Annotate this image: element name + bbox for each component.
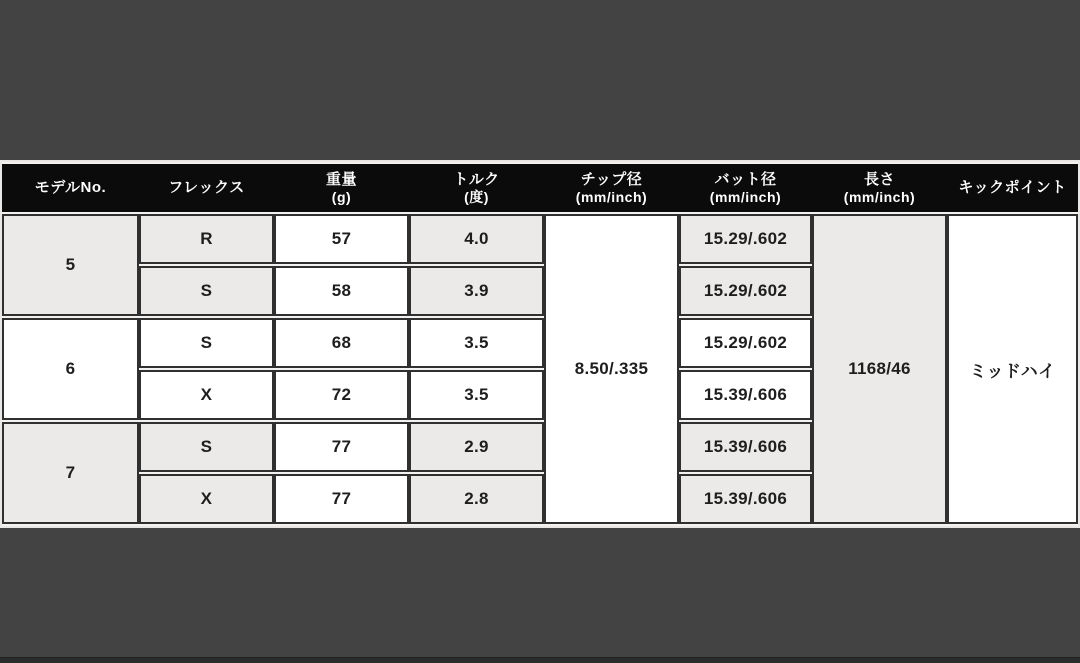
col-header-label: バット径 (714, 170, 777, 188)
cell-weight: 77 (274, 474, 409, 524)
table-row (2, 214, 1078, 264)
col-header-label: キックポイント (958, 179, 1067, 196)
col-header-flex (139, 164, 274, 212)
bottom-strip (0, 658, 1080, 663)
col-header-tip-diameter (544, 164, 679, 212)
cell-butt-diameter: 15.39/.606 (679, 474, 812, 524)
shaft-spec-table (2, 162, 1078, 526)
col-header-unit: (mm/inch) (843, 188, 916, 205)
cell-butt-diameter: 15.29/.602 (679, 266, 812, 316)
cell-torque: 2.8 (409, 474, 544, 524)
col-header-label: フレックス (168, 179, 245, 196)
cell-weight: 58 (274, 266, 409, 316)
cell-model-no: 7 (2, 422, 139, 524)
spec-table-header (2, 164, 1078, 212)
col-header-label: 重量 (325, 170, 357, 188)
col-header-torque (409, 164, 544, 212)
col-header-unit: (mm/inch) (575, 188, 648, 205)
col-header-label: モデルNo. (34, 179, 107, 196)
cell-length: 1168/46 (812, 214, 947, 524)
cell-torque: 3.5 (409, 370, 544, 420)
cell-flex: S (139, 266, 274, 316)
col-header-label: 長さ (863, 170, 895, 188)
spec-table-container (0, 160, 1080, 528)
cell-weight: 72 (274, 370, 409, 420)
col-header-unit: (g) (331, 188, 352, 205)
cell-flex: R (139, 214, 274, 264)
cell-flex: X (139, 370, 274, 420)
cell-kick-point: ミッドハイ (947, 214, 1078, 524)
cell-weight: 68 (274, 318, 409, 368)
cell-flex: S (139, 422, 274, 472)
spec-table-body (2, 214, 1078, 524)
col-header-unit: (度) (464, 188, 489, 205)
header-row (2, 164, 1078, 212)
cell-butt-diameter: 15.39/.606 (679, 422, 812, 472)
col-header-label: トルク (453, 170, 500, 188)
cell-weight: 57 (274, 214, 409, 264)
cell-butt-diameter: 15.29/.602 (679, 214, 812, 264)
col-header-butt-diameter (679, 164, 812, 212)
col-header-length (812, 164, 947, 212)
cell-butt-diameter: 15.29/.602 (679, 318, 812, 368)
cell-model-no: 5 (2, 214, 139, 316)
cell-torque: 3.9 (409, 266, 544, 316)
cell-torque: 2.9 (409, 422, 544, 472)
cell-flex: X (139, 474, 274, 524)
cell-butt-diameter: 15.39/.606 (679, 370, 812, 420)
cell-torque: 4.0 (409, 214, 544, 264)
cell-model-no: 6 (2, 318, 139, 420)
cell-weight: 77 (274, 422, 409, 472)
col-header-kick-point (947, 164, 1078, 212)
col-header-unit: (mm/inch) (709, 188, 782, 205)
cell-torque: 3.5 (409, 318, 544, 368)
col-header-weight (274, 164, 409, 212)
cell-flex: S (139, 318, 274, 368)
col-header-model-no (2, 164, 139, 212)
cell-tip-diameter: 8.50/.335 (544, 214, 679, 524)
col-header-label: チップ径 (580, 170, 643, 188)
